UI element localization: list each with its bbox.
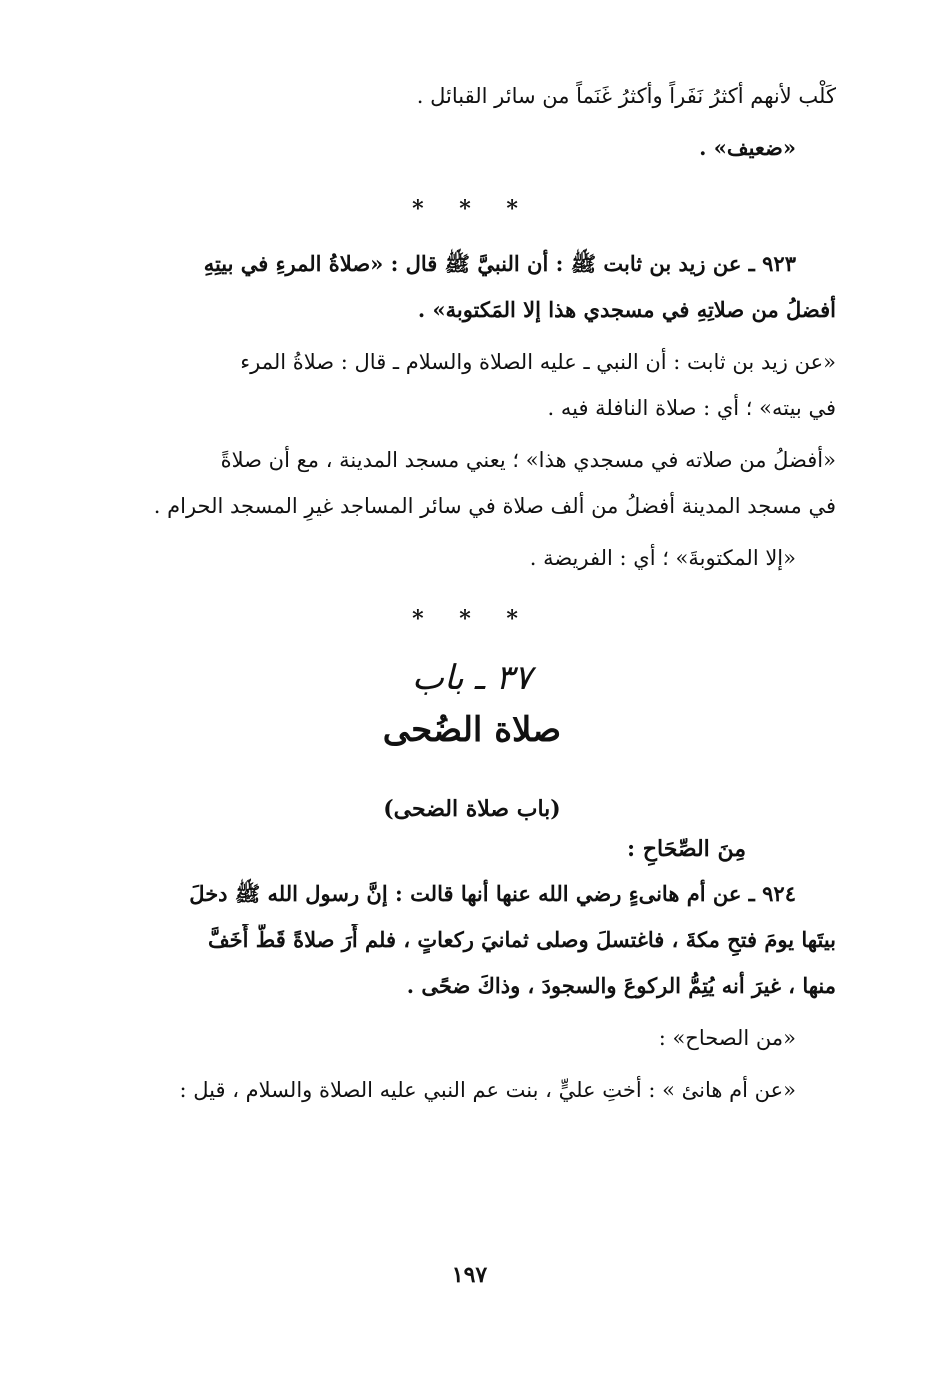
commentary-923 (108, 346, 836, 574)
commentary-923-p2-line-2: في مسجد المدينة أفضلُ من ألف صلاة في سائر المساجد غيرِ المسجد الحرام . (153, 494, 836, 518)
hadith-923-line-1: ٩٢٣ ـ عن زيد بن ثابت ﷺ : أن النبيَّ ﷺ قال : «صلاةُ المرءِ في بيتِهِ (203, 251, 796, 276)
commentary-923-p3-line-1: «إلا المكتوبةَ» ؛ أي : الفريضة . (529, 546, 796, 570)
chapter-number: ٣٧ ـ باب (412, 658, 532, 698)
hadith-923 (108, 248, 836, 326)
commentary-923-p1-line-2: في بيته» ؛ أي : صلاة النافلة فيه . (547, 396, 836, 420)
hadith-923-line-2: أفضلُ من صلاتِهِ في مسجدي هذا إلا المَكتوبة» . (417, 297, 836, 322)
hadith-924-line-3: منها ، غيرَ أنه يُتِمُّ الركوعَ والسجودَ ، وذاكَ ضحًى . (406, 973, 836, 998)
chapter-title: صلاة الضُحى (382, 710, 562, 750)
hadith-924-line-1: ٩٢٤ ـ عن أم هانىءٍ رضي الله عنها أنها قالت : إنَّ رسول الله ﷺ دخلَ (189, 881, 796, 906)
commentary-923-p2-line-1: «أفضلُ من صلاته في مسجدي هذا» ؛ يعني مسجد المدينة ، مع أن صلاةً (220, 448, 836, 472)
commentary-924-p1-line-1: «من الصحاح» : (658, 1026, 796, 1050)
commentary-924 (108, 1022, 836, 1106)
hadith-924-line-2: بيتَها يومَ فتحِ مكةَ ، فاغتسلَ وصلى ثمانيَ ركعاتٍ ، فلم أَرَ صلاةً قَطُّ أَخَفَّ (207, 927, 836, 952)
source-label: مِنَ الصِّحَاحِ : (627, 836, 746, 862)
separator-stars: * * * (412, 196, 532, 222)
separator-stars-2: * * * (412, 606, 532, 632)
section-label: (باب صلاة الضحى) (383, 796, 561, 822)
commentary-923-p1-line-1: «عن زيد بن ثابت : أن النبي ـ عليه الصلاة والسلام ـ قال : صلاةُ المرء (240, 350, 836, 374)
commentary-924-p2-line-1: «عن أم هانئ » : أختِ عليٍّ ، بنت عم النبي عليه الصلاة والسلام ، قيل : (179, 1078, 796, 1102)
page-number: ١٩٧ (451, 1262, 488, 1288)
intro-line: كَلْب لأنهم أكثرُ نَفَراً وأكثرُ غَنَماً من سائر القبائل . (416, 84, 836, 108)
hadith-grade: «ضعيف» . (699, 135, 796, 160)
page-body (108, 80, 836, 1106)
hadith-924 (108, 878, 836, 1002)
